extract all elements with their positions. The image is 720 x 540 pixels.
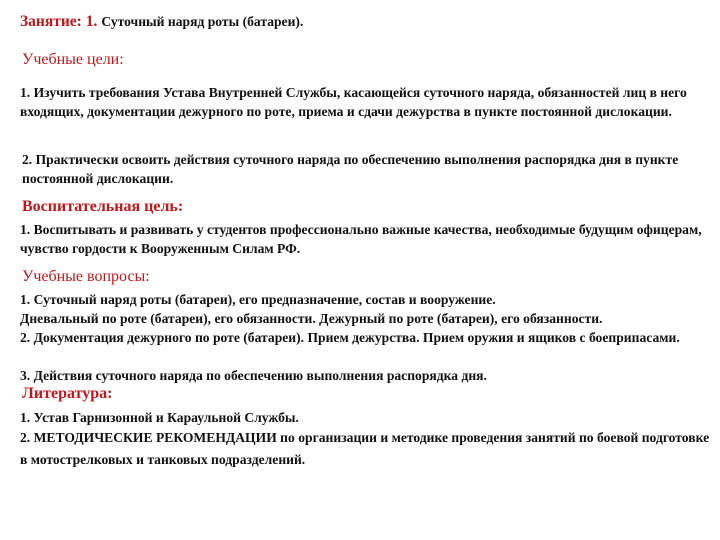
lesson-title-text: Суточный наряд роты (батареи). <box>101 14 304 29</box>
lesson-title <box>20 12 710 31</box>
edu-item-1: 1. Воспитывать и развивать у студентов профессионально важные качества, необходимые будущим офицерам, чувство гордости к Вооруженным Силам РФ. <box>20 222 702 256</box>
literature-item-2-caps: 2. МЕТОДИЧЕСКИЕ РЕКОМЕНДАЦИИ <box>20 430 277 445</box>
question-3: 3. Действия суточного наряда по обеспечению выполнения распорядка дня. <box>20 368 487 383</box>
questions-heading: Учебные вопросы: <box>22 268 150 285</box>
literature-heading: Литература: <box>22 385 113 402</box>
question-1b: Дневальный по роте (батареи), его обязанности. Дежурный по роте (батареи), его обязанности. <box>20 311 603 326</box>
goal-item-2: 2. Практически освоить действия суточного наряда по обеспечению выполнения распорядка дня в пункте постоянной дислокации. <box>22 152 679 186</box>
edu-heading: Воспитательная цель: <box>22 198 184 215</box>
lesson-title-prefix: Занятие: 1. <box>20 13 98 30</box>
literature-item-1: 1. Устав Гарнизонной и Караульной Службы. <box>20 410 299 425</box>
literature-item-2 <box>20 427 710 471</box>
goal-item-1: 1. Изучить требования Устава Внутренней Службы, касающейся суточного наряда, обязанностей лиц в него входящих, документации дежурного по роте, приема и сдачи дежурства в пункте постоянной дислокации. <box>20 85 687 119</box>
goals-heading: Учебные цели: <box>22 51 124 68</box>
literature-item-2-rest: по организации и методике проведения занятий по боевой подготовке в мотострелковых и танковых подразделений. <box>20 430 710 467</box>
question-2: 2. Документация дежурного по роте (батареи). Прием дежурства. Прием оружия и ящиков с боеприпасами. <box>20 330 680 345</box>
question-1: 1. Суточный наряд роты (батареи), его предназначение, состав и вооружение. <box>20 292 496 307</box>
